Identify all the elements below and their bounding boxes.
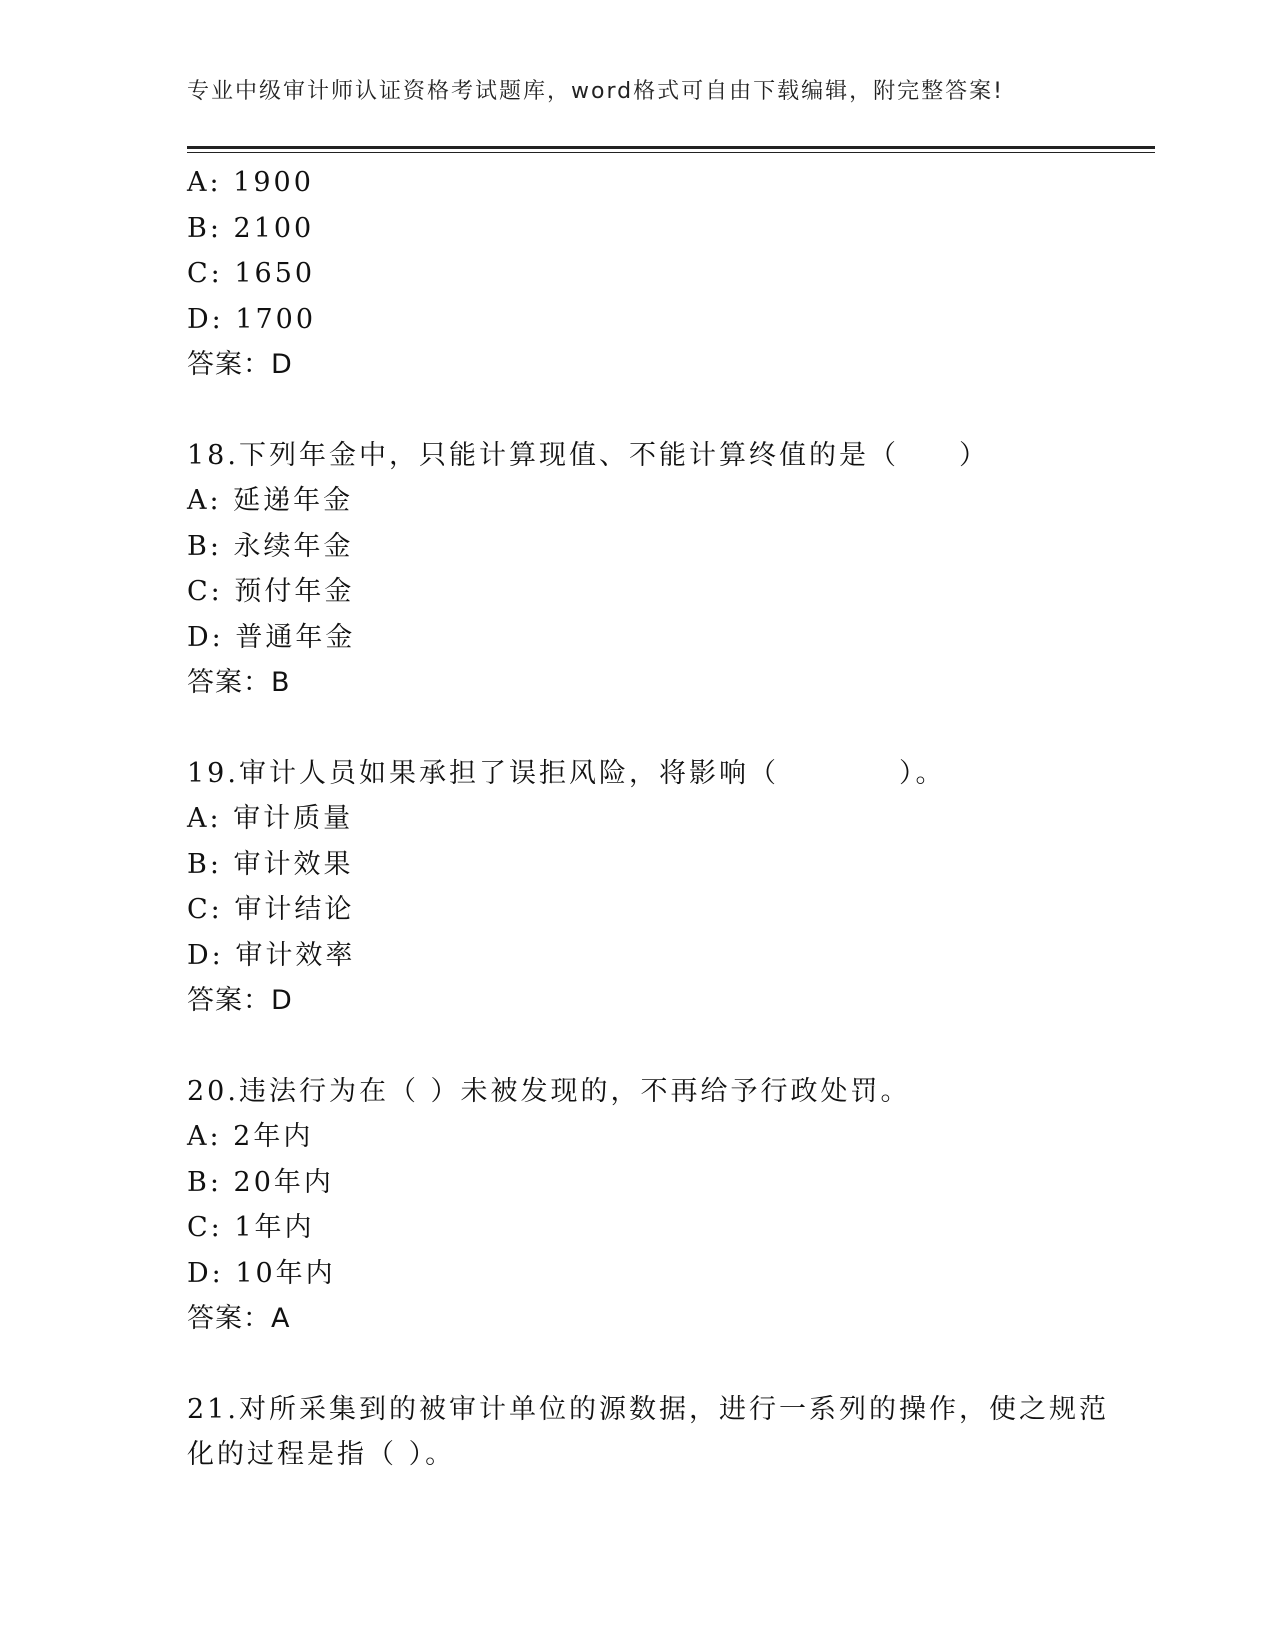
option-a: A: 延递年金 xyxy=(187,485,354,516)
question-18 xyxy=(187,433,1087,706)
page-header: 专业中级审计师认证资格考试题库，word格式可自由下载编辑，附完整答案! xyxy=(187,79,1004,104)
option-a: A: 审计质量 xyxy=(187,803,354,834)
option-b: B: 20年内 xyxy=(187,1166,334,1198)
question-stem: 19.审计人员如果承担了误拒风险，将影响（ ）。 xyxy=(187,757,946,789)
header-rule-thick xyxy=(187,146,1155,149)
answer-line: 答案：A xyxy=(187,1303,291,1334)
option-d: D: 1700 xyxy=(187,303,317,335)
option-d: D: 普通年金 xyxy=(187,621,356,653)
option-b: B: 永续年金 xyxy=(187,530,354,562)
option-c: C: 1650 xyxy=(187,258,316,289)
question-stem: 20.违法行为在（ ）未被发现的，不再给予行政处罚。 xyxy=(187,1075,911,1107)
question-20 xyxy=(187,1069,1087,1342)
answer-line: 答案：D xyxy=(187,985,293,1016)
option-b: B: 审计效果 xyxy=(187,848,354,880)
question-stem-line-2: 化的过程是指（ ）。 xyxy=(187,1439,456,1470)
question-19 xyxy=(187,751,1087,1024)
answer-line: 答案：D xyxy=(187,349,293,380)
question-stem-line-1: 21.对所采集到的被审计单位的源数据，进行一系列的操作，使之规范 xyxy=(187,1393,1109,1425)
option-a: A: 2年内 xyxy=(187,1121,314,1152)
option-d: D: 10年内 xyxy=(187,1257,336,1289)
option-d: D: 审计效率 xyxy=(187,939,356,971)
prev-question-block xyxy=(187,160,1087,388)
question-21 xyxy=(187,1387,1109,1478)
question-stem: 18.下列年金中，只能计算现值、不能计算终值的是（ ） xyxy=(187,439,989,471)
question-content xyxy=(187,160,1109,1478)
option-b: B: 2100 xyxy=(187,212,315,244)
header-rule-thin xyxy=(187,152,1155,153)
option-c: C: 预付年金 xyxy=(187,576,355,607)
option-a: A: 1900 xyxy=(187,167,314,198)
answer-line: 答案：B xyxy=(187,667,291,698)
option-c: C: 1年内 xyxy=(187,1212,315,1243)
option-c: C: 审计结论 xyxy=(187,894,355,925)
